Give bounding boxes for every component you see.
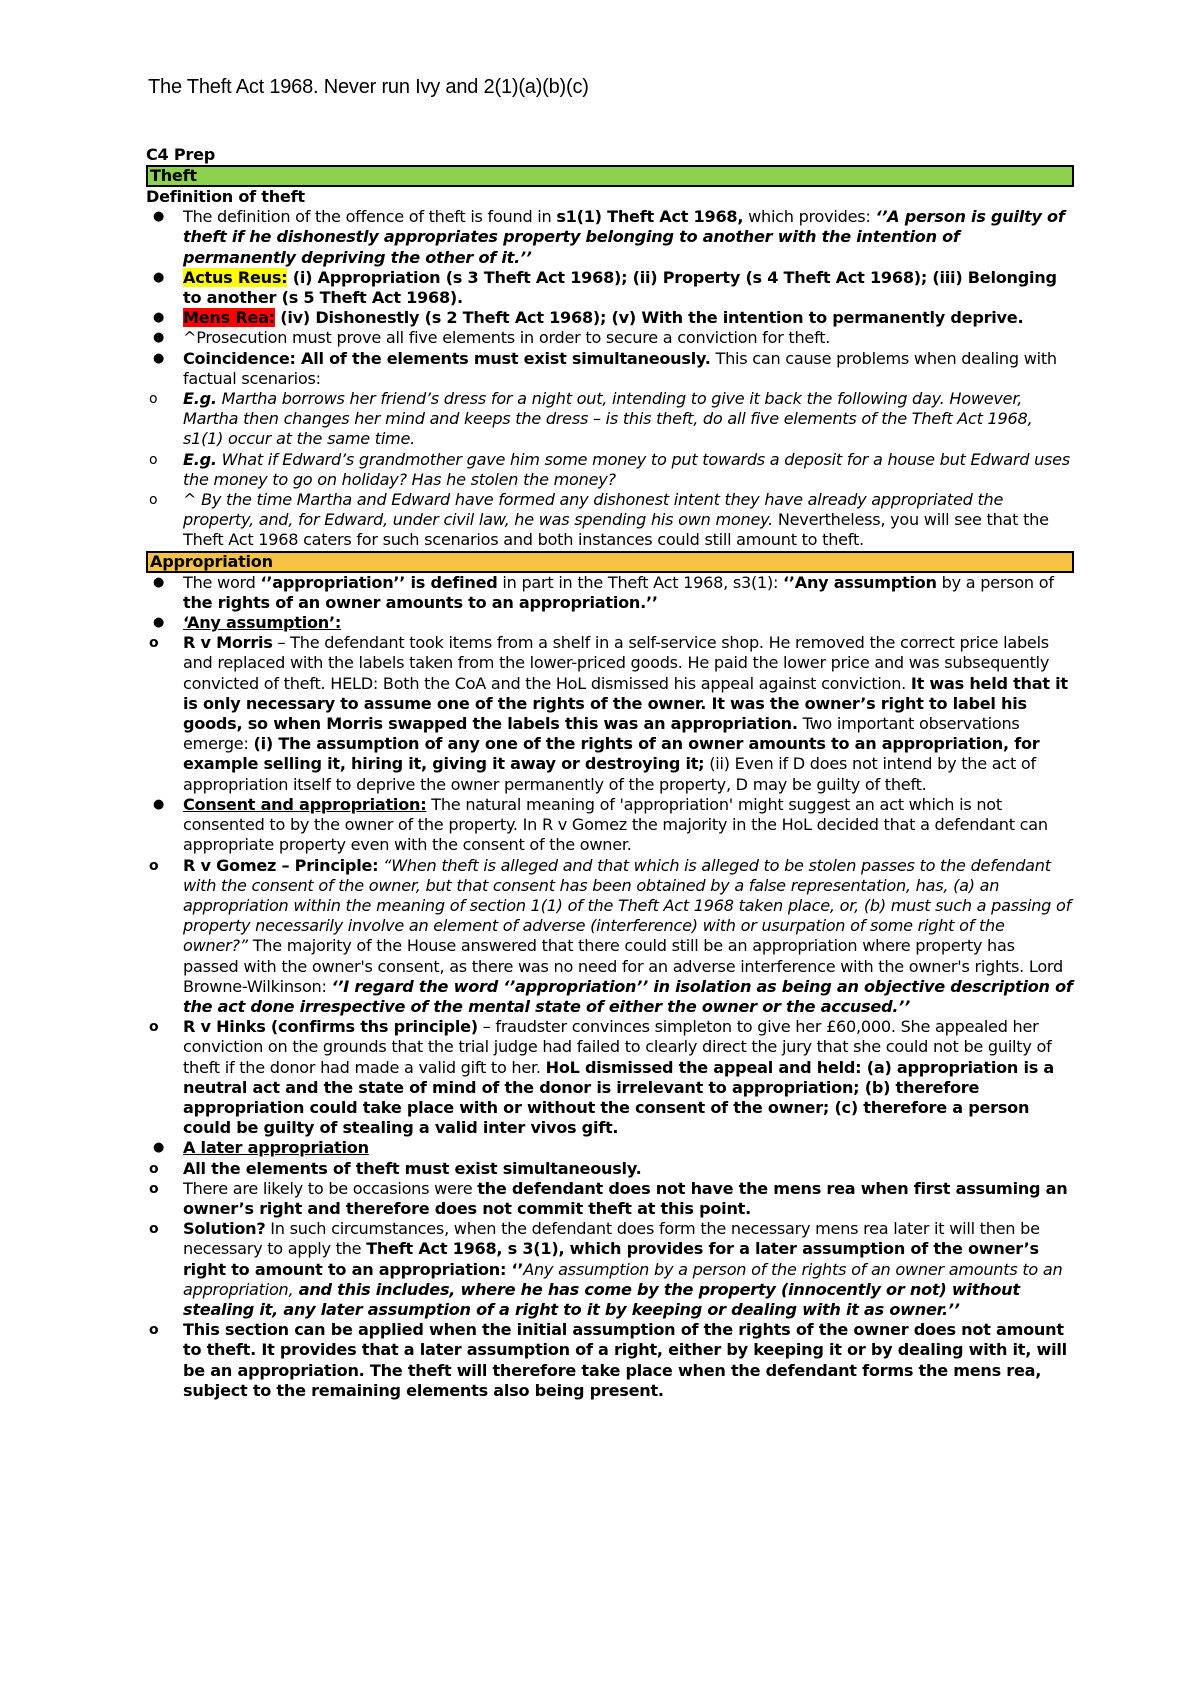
text-run: ^ By the time Martha and Edward have formed any dishonest intent they have already appropriated the property, and, for Edward, under civil law, he was spending his own money. <box>183 490 1004 530</box>
circle-bullet-icon: o <box>149 1221 159 1238</box>
text-run: There are likely to be occasions were <box>183 1178 478 1198</box>
list-subitem <box>146 1159 1074 1179</box>
bullet-icon: ● <box>153 269 165 285</box>
text-run: (iv) Dishonestly (s 2 Theft Act 1968); (v) With the intention to permanently deprive. <box>274 308 1024 328</box>
text-run: The majority of the House answered that there could still be an appropriation where property has passed with the owner's consent, as there was no need for an adverse interference with the owner's rights. Lord Browne-Wilkinson: <box>183 936 1063 996</box>
list-item <box>146 613 1074 633</box>
statute-ref: s1(1) Theft Act 1968, <box>556 207 744 227</box>
circle-bullet-icon: o <box>149 857 159 874</box>
section-band-theft: Theft <box>146 165 1074 187</box>
case-name: R v Hinks (confirms ths principle) <box>183 1017 478 1037</box>
bullet-icon: ● <box>153 1140 165 1156</box>
prep-label: C4 Prep <box>146 145 216 164</box>
list-item <box>146 207 1074 268</box>
text-run: in part in the Theft Act 1968, s3(1): <box>497 572 784 592</box>
text-run: “When theft is alleged and that which is alleged to be stolen passes to the defendant with the consent of the owner, but that consent has been obtained by a false representation, has, (a) an appropriation within the meaning of section 1(1) of the Theft Act 1968 taken place, or, (b) must such a passing of property necessarily involve an element of adverse (interference) with or usurpation of some right of the owner?” <box>183 855 1071 956</box>
text-run: In such circumstances, when the defendant does form the necessary mens rea later it will then be necessary to apply the <box>183 1219 1040 1259</box>
circle-bullet-icon: o <box>149 1322 159 1339</box>
text-run: (i) Appropriation (s 3 Theft Act 1968); (ii) Property (s 4 Theft Act 1968); (iii) Belonging to another (s 5 Theft Act 1968). <box>183 267 1057 308</box>
list-subitem <box>146 1219 1074 1320</box>
circle-bullet-icon: o <box>149 1019 159 1036</box>
actus-reus-highlight: Actus Reus: <box>183 267 288 287</box>
list-subitem <box>146 450 1074 490</box>
text-run: All the elements of theft must exist simultaneously. <box>183 1158 642 1178</box>
circle-bullet-icon: o <box>149 492 158 509</box>
statute-quote: ‘’A person is guilty of theft if he dishonestly appropriates property belonging to another with the intention of permanently depriving the other of it.’’ <box>183 207 1065 267</box>
list-item <box>146 1138 1074 1158</box>
text-run: E.g. <box>183 389 217 409</box>
text-run: the defendant does not have the mens rea when first assuming an owner’s right and therefore does not commit theft at this point. <box>183 1178 1068 1218</box>
circle-bullet-icon: o <box>149 451 158 468</box>
list-subitem <box>146 633 1074 795</box>
list-subitem <box>146 856 1074 1018</box>
text-run: The word <box>183 572 261 592</box>
text-run: which provides: <box>743 207 876 227</box>
circle-bullet-icon: o <box>149 635 159 652</box>
circle-bullet-icon: o <box>149 1180 159 1197</box>
case-name: R v Morris <box>183 633 273 653</box>
text-run: E.g. <box>183 449 217 469</box>
section-band-appropriation: Appropriation <box>146 551 1074 573</box>
circle-bullet-icon: o <box>149 1160 159 1177</box>
definition-heading: Definition of theft <box>146 187 305 206</box>
text-run: This section can be applied when the initial assumption of the rights of the owner does not amount to theft. It provides that a later assumption of a right, either by keeping it or by dealing with it, will be an appropriation. The theft will therefore take place when the defendant forms the mens rea, subject to the remaining elements also being present. <box>183 1320 1067 1400</box>
text-run: Solution? <box>183 1219 266 1239</box>
text-run: – fraudster convinces simpleton to give her £60,000. She appealed her conviction on the grounds that the trial judge had failed to clearly direct the jury that she could not be guilty of theft if the donor had made a valid gift to her. <box>183 1017 1052 1077</box>
list-subitem <box>146 1179 1074 1219</box>
list-subitem <box>146 389 1074 450</box>
bullet-icon: ● <box>153 209 165 225</box>
text-run: ‘’appropriation’’ is defined <box>260 572 498 592</box>
text-run: Two important observations emerge: <box>183 714 1020 754</box>
list-item <box>146 268 1074 308</box>
text-run: the rights of an owner amounts to an appropriation.’’ <box>183 592 658 612</box>
text-run: HoL dismissed the appeal and held: (a) appropriation is a neutral act and the state of mind of the donor is irrelevant to appropriation; (b) therefore appropriation could take place with or without the consent of the owner; (c) therefore a person could be guilty of stealing a valid inter vivos gift. <box>183 1057 1055 1138</box>
bullet-icon: ● <box>153 310 165 326</box>
text-run: Coincidence: All of the elements must exist simultaneously. <box>183 348 711 368</box>
text-run: Any assumption by a person of the rights of an owner amounts to an appropriation, <box>183 1259 1063 1299</box>
list-subitem <box>146 1320 1074 1401</box>
text-run: ^Prosecution must prove all five elements in order to secure a conviction for theft. <box>183 328 831 348</box>
mens-rea-highlight: Mens Rea: <box>183 308 275 328</box>
bullet-icon: ● <box>153 796 165 812</box>
list-item <box>146 328 1074 348</box>
text-run: and this includes, where he has come by the property (innocently or not) without stealing it, any later assumption of a right to it by keeping or dealing with it as owner.’’ <box>183 1279 1020 1319</box>
list-item <box>146 573 1074 613</box>
case-name: R v Gomez – Principle: <box>183 855 379 875</box>
list-subitem <box>146 1017 1074 1138</box>
document-body <box>146 145 1074 1401</box>
text-run: (ii) Even if D does not intend by the act of appropriation itself to deprive the owner permanently of the property, D may be guilty of theft. <box>183 754 1036 794</box>
list-subitem <box>146 490 1074 551</box>
list-item <box>146 308 1074 328</box>
text-run: – The defendant took items from a shelf in a self-service shop. He removed the correct price labels and replaced with the labels taken from the lower-priced goods. He paid the lower price and was subsequently convicted of theft. HELD: Both the CoA and the HoL dismissed his appeal against conviction. <box>183 633 1050 693</box>
bullet-icon: ● <box>153 615 165 631</box>
text-run: by a person of <box>936 572 1054 592</box>
document-title: The Theft Act 1968. Never run Ivy and 2(1)(a)(b)(c) <box>148 76 589 98</box>
text-run: ‘’Any assumption <box>783 572 937 592</box>
circle-bullet-icon: o <box>149 391 158 408</box>
text-run: Theft Act 1968, s 3(1), which provides for a later assumption of the owner’s right to amount to an appropriation: ‘’ <box>183 1239 1039 1279</box>
bullet-icon: ● <box>153 574 165 590</box>
subheading: ‘Any assumption’: <box>183 613 342 633</box>
bullet-icon: ● <box>153 330 165 346</box>
list-item <box>146 349 1074 389</box>
subheading: A later appropriation <box>183 1138 369 1158</box>
text-run: Nevertheless, you will see that the Theft Act 1968 caters for such scenarios and both instances could still amount to theft. <box>183 510 1049 550</box>
text-run: This can cause problems when dealing with factual scenarios: <box>183 348 1057 388</box>
text-run: Martha borrows her friend’s dress for a night out, intending to give it back the following day. However, Martha then changes her mind and keeps the dress – is this theft, do all five elements of the Theft Act 1968, s1(1) occur at the same time. <box>183 389 1033 449</box>
text-run: ‘’I regard the word ‘’appropriation’’ in isolation as being an objective description of the act done irrespective of the mental state of either the owner or the accused.’’ <box>183 976 1073 1016</box>
text-run: It was held that it is only necessary to assume one of the rights of the owner. It was the owner’s right to label his goods, so when Morris swapped the labels this was an appropriation. <box>183 673 1068 734</box>
text-run: What if Edward’s grandmother gave him some money to put towards a deposit for a house but Edward uses the money to go on holiday? Has he stolen the money? <box>183 449 1070 489</box>
bullet-icon: ● <box>153 350 165 366</box>
text-run: The natural meaning of 'appropriation' might suggest an act which is not consented to by the owner of the property. In R v Gomez the majority in the HoL decided that a defendant can appropriate property even with the consent of the owner. <box>183 794 1048 855</box>
subheading: Consent and appropriation: <box>183 794 427 814</box>
text-run: (i) The assumption of any one of the rights of an owner amounts to an appropriation, for example selling it, hiring it, giving it away or destroying it; <box>183 734 1040 774</box>
list-item <box>146 795 1074 856</box>
text-run: The definition of the offence of theft is found in <box>183 207 557 227</box>
